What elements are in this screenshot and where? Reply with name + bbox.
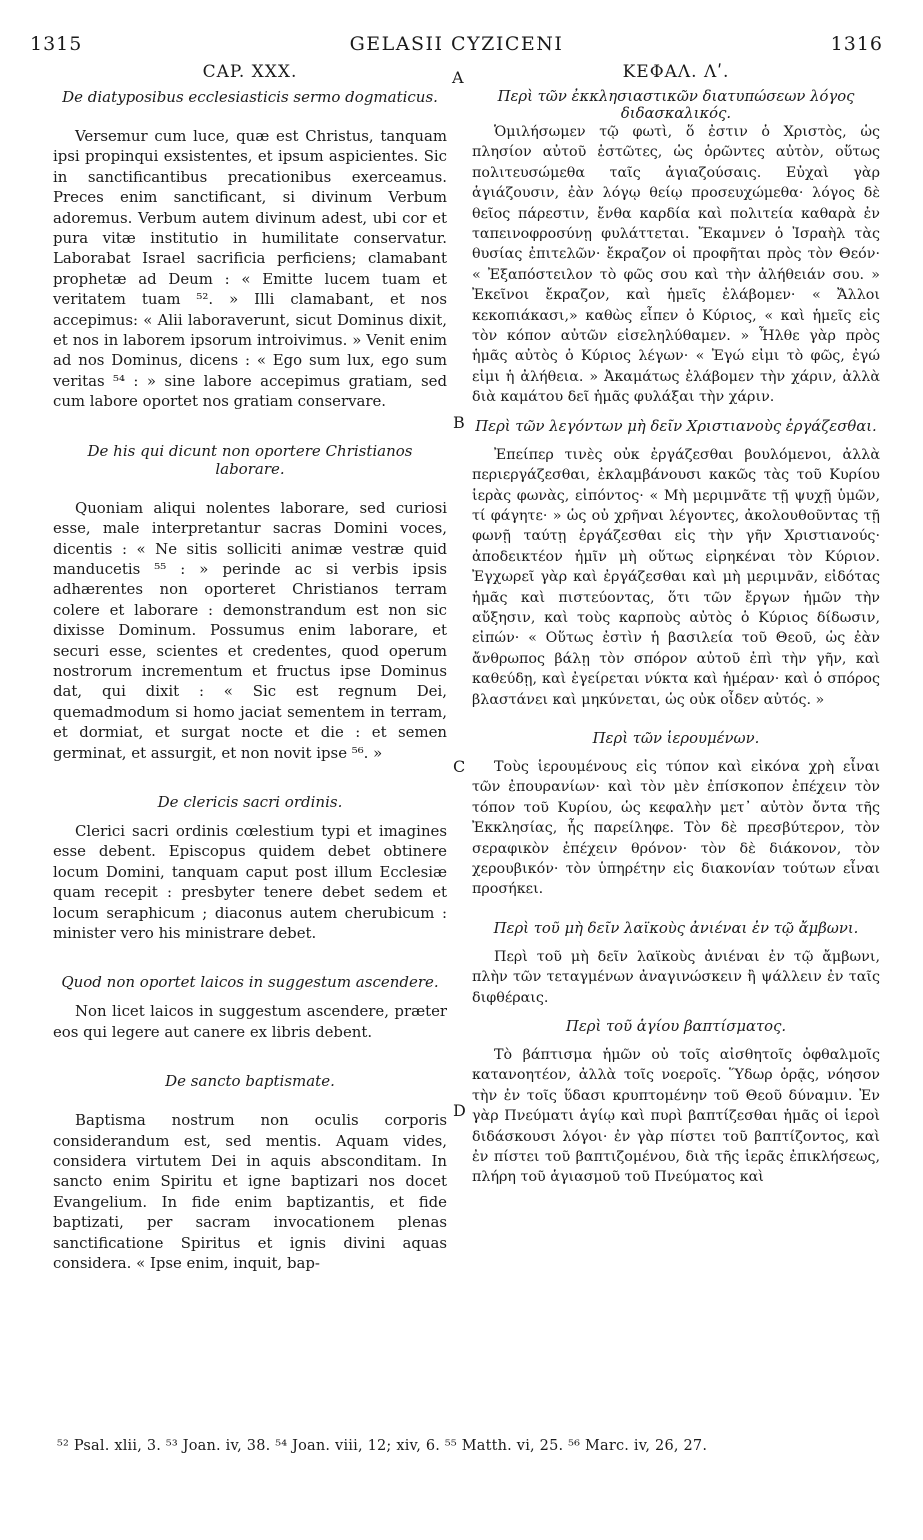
greek-section-heading: Περὶ τῶν ἐκκλησιαστικῶν διατυπώσεων λόγος διδασκαλικός. xyxy=(497,88,855,122)
latin-chapter-heading: CAP. XXX. xyxy=(202,62,298,82)
greek-section-heading: Περὶ τῶν ἱερουμένων. xyxy=(592,729,760,747)
greek-section-body: Ἐπείπερ τινὲς οὐκ ἐργάζεσθαι βουλόμενοι, ἀλλὰ περιεργάζεσθαι, ἐκλαμβάνουσι κακῶς τὰς τοῦ Κυρίου ἱερὰς φωνὰς, εἰπόντος· « Μὴ μεριμνᾶτε τῇ ψυχῇ ὑμῶν, τί φάγητε· » ὡς οὐ χρῆναι λέγοντες, ἀκολουθοῦντας τῇ φωνῇ ταύτῃ ἐργάζεσθαι εἰς τὴν γῆν Χριστιανούς· ἀποδεικτέον ἡμῖν μὴ οὕτως εἰρηκέναι τὸν Κύριον. Ἐγχωρεῖ γὰρ καὶ ἐργάζεσθαι καὶ μὴ μεριμνᾶν, εἰδότας ἡμᾶς καὶ πιστεύοντας, ὅτι τῶν ἔργων ἡμῶν τὴν αὔξησιν, καὶ τοὺς καρποὺς αὐτὸς ὁ Κύριος δίδωσιν, εἰπών· « Οὕτως ἐστὶν ἡ βασιλεία τοῦ Θεοῦ, ὡς ἐὰν ἄνθρωπος βάλῃ τὸν σπόρον αὐτοῦ ἐπὶ τὴν γῆν, καὶ καθεύδῃ, καὶ ἐγείρεται νύκτα καὶ ἡμέραν· καὶ ὁ σπόρος βλαστάνει καὶ μηκύνεται, ὡς οὐκ οἶδεν αὐτός. » xyxy=(472,446,880,708)
running-title: GELASII CYZICENI xyxy=(349,33,564,55)
latin-section-body: Non licet laicos in suggestum ascendere, præter eos qui legere aut canere ex libris debent. xyxy=(53,1002,447,1041)
page-number-right: 1316 xyxy=(830,33,883,55)
page-number-left: 1315 xyxy=(30,33,83,55)
latin-section-body: Clerici sacri ordinis cœlestium typi et imagines esse debent. Episcopus quidem debet obtinere locum Domini, tanquam caput post illum Ecclesiæ quam recepit : presbyter tenere debet sedem et locum seraphicum ; diaconus autem cherubicum : minister vero his ministrare debet. xyxy=(53,821,447,942)
latin-section-body: Versemur cum luce, quæ est Christus, tanquam ipsi propinqui exsistentes, et ipsum aspicientes. Sic in sanctificantibus precationibus exerceamus. Preces enim sanctificant, si divinum Verbum adoremus. Verbum autem divinum adest, ubi cor et pura vitæ institutio in humilitate conservatur. Laborabat Israel sacrificia perficiens; clamabant prophetæ ad Deum : « Emitte lucem tuam et veritatem tuam ⁵². » Illi clamabant, et nos accepimus: « Alii laboraverunt, sicut Dominus dixit, et nos in laborem ipsorum introivimus. » Venit enim ad nos Dominus, dicens : « Ego sum lux, ego sum veritas ⁵⁴ : » sine labore accepimus gratiam, sed cum labore oportet nos gratiam conservare. xyxy=(53,127,447,411)
margin-letter-a: A xyxy=(452,68,464,87)
latin-section-body: Baptisma nostrum non oculis corporis considerandum est, sed mentis. Aquam vides, considera virtutem Dei in aquis absconditam. In sancto enim Spiritu et igne baptizari nos docet Evangelium. In fide enim baptizantis, et fide baptizati, per sacram invocationem plenas sanctificatione Spiritus et ignis divini aquas considera. « Ipse enim, inquit, bap- xyxy=(53,1111,447,1273)
latin-section-heading: Quod non oportet laicos in suggestum ascendere. xyxy=(61,973,439,992)
footnotes: ⁵² Psal. xlii, 3. ⁵³ Joan. iv, 38. ⁵⁴ Joan. viii, 12; xiv, 6. ⁵⁵ Matth. vi, 25. ⁵⁶ Marc. iv, 26, 27. xyxy=(57,1438,708,1454)
latin-section-heading: De his qui dicunt non oportere Christianos laborare. xyxy=(87,441,413,478)
margin-letter-d: D xyxy=(453,1101,466,1120)
greek-chapter-heading: ΚΕΦΑΛ. Λʹ. xyxy=(622,62,730,82)
greek-section-heading: Περὶ τοῦ μὴ δεῖν λαϊκοὺς ἀνιέναι ἐν τῷ ἄμβωνι. xyxy=(493,919,859,937)
latin-section-body: Quoniam aliqui nolentes laborare, sed curiosi esse, male interpretantur sacras Domini voces, dicentis : « Ne sitis solliciti animæ vestræ quid manducetis ⁵⁵ : » perinde ac si verbis ipsis adhærentes non oporteret Christianos terram colere et laborare : demonstrandum est non sic dixisse Dominum. Possumus enim laborare, et securi esse, scientes et credentes, quod operum nostrorum incrementum et fructus ipse Dominus dat, qui dixit : « Sic est regnum Dei, quemadmodum si homo jaciat sementem in terram, et dormiat, et surgat nocte et die : et semen germinat, et assurgit, et non novit ipse ⁵⁶. » xyxy=(53,498,447,762)
margin-letter-c: C xyxy=(453,757,466,776)
margin-letter-b: B xyxy=(453,413,465,432)
greek-column xyxy=(472,62,880,1188)
greek-section-heading: Περὶ τοῦ ἁγίου βαπτίσματος. xyxy=(565,1018,787,1036)
latin-section-heading: De clericis sacri ordinis. xyxy=(157,792,343,811)
latin-section-heading: De sancto baptismate. xyxy=(165,1072,335,1091)
greek-section-body: Τὸ βάπτισμα ἡμῶν οὐ τοῖς αἰσθητοῖς ὀφθαλμοῖς κατανοητέον, ἀλλὰ τοῖς νοεροῖς. Ὕδωρ ὁρᾷς, νόησον τὴν ἐν τοῖς ὕδασι κρυπτομένην τοῦ Θεοῦ δύναμιν. Ἐν γὰρ Πνεύματι ἁγίῳ καὶ πυρὶ βαπτίζεσθαι ἡμᾶς οἱ ἱεροὶ διδάσκουσι λόγοι· ἐν γὰρ πίστει τοῦ βαπτίζοντος, καὶ ἐν πίστει τοῦ βαπτιζομένου, διὰ τῆς ἱερᾶς ἐπικλήσεως, πλήρη τοῦ ἁγιασμοῦ τοῦ Πνεύματος καὶ xyxy=(472,1047,880,1186)
greek-section-body: Ὁμιλήσωμεν τῷ φωτὶ, ὅ ἐστιν ὁ Χριστὸς, ὡς πλησίον αὐτοῦ ἑστῶτες, ὡς ὁρῶντες αὐτὸν, οὕτως πολιτευσώμεθα ταῖς ἁγιαζούσαις. Εὐχαὶ γὰρ ἁγιάζουσιν, ἐὰν λόγῳ θείῳ προσευχώμεθα· λόγος δὲ θεῖος πάρεστιν, ἔνθα καρδία καὶ πολιτεία καθαρὰ ἐν ταπεινοφροσύνῃ φυλάττεται. Ἔκαμνεν ὁ Ἰσραὴλ τὰς θυσίας ἐπιτελῶν· ἔκραζον οἱ προφῆται πρὸς τὸν Θεόν· « Ἐξαπόστειλον τὸ φῶς σου καὶ τὴν ἀλήθειάν σου. » Ἐκεῖνοι ἔκραζον, καὶ ἡμεῖς ἐλάβομεν· « Ἄλλοι κεκοπιάκασι,» καθὼς εἶπεν ὁ Κύριος, « καὶ ἡμεῖς εἰς τὸν κόπον αὐτῶν εἰσεληλύθαμεν. » Ἦλθε γὰρ πρὸς ἡμᾶς αὐτὸς ὁ Κύριος λέγων· « Ἐγώ εἰμι τὸ φῶς, ἐγώ εἰμι ἡ ἀλήθεια. » Ἀκαμάτως ἐλάβομεν τὴν χάριν, ἀλλὰ διὰ καμάτου δεῖ ἡμᾶς φυλάξαι τὴν χάριν. xyxy=(472,124,880,406)
latin-column xyxy=(53,62,447,1273)
latin-section-heading: De diatyposibus ecclesiasticis sermo dogmaticus. xyxy=(62,88,438,106)
greek-section-heading: Περὶ τῶν λεγόντων μὴ δεῖν Χριστιανοὺς ἐργάζεσθαι. xyxy=(475,417,877,435)
greek-section-body: Τοὺς ἱερουμένους εἰς τύπον καὶ εἰκόνα χρὴ εἶναι τῶν ἐπουρανίων· καὶ τὸν μὲν ἐπίσκοπον ἐπέχειν τὸν τόπον τοῦ Κυρίου, ὡς κεφαλὴν μετ᾽ αὐτὸν ὄντα τῆς Ἐκκλησίας, ἧς παρείληφε. Τὸν δὲ πρεσβύτερον, τὸν σεραφικὸν ἐπέχειν θρόνον· τὸν δὲ διάκονον, τὸν χερουβικόν· τὸν ὑπηρέτην εἰς διακονίαν τούτων εἶναι προσήκει. xyxy=(472,758,880,898)
greek-section-body: Περὶ τοῦ μὴ δεῖν λαϊκοὺς ἀνιέναι ἐν τῷ ἄμβωνι, πλὴν τῶν τεταγμένων ἀναγινώσκειν ἢ ψάλλειν ἐν ταῖς διφθέραις. xyxy=(472,948,880,1006)
running-head xyxy=(30,33,883,57)
